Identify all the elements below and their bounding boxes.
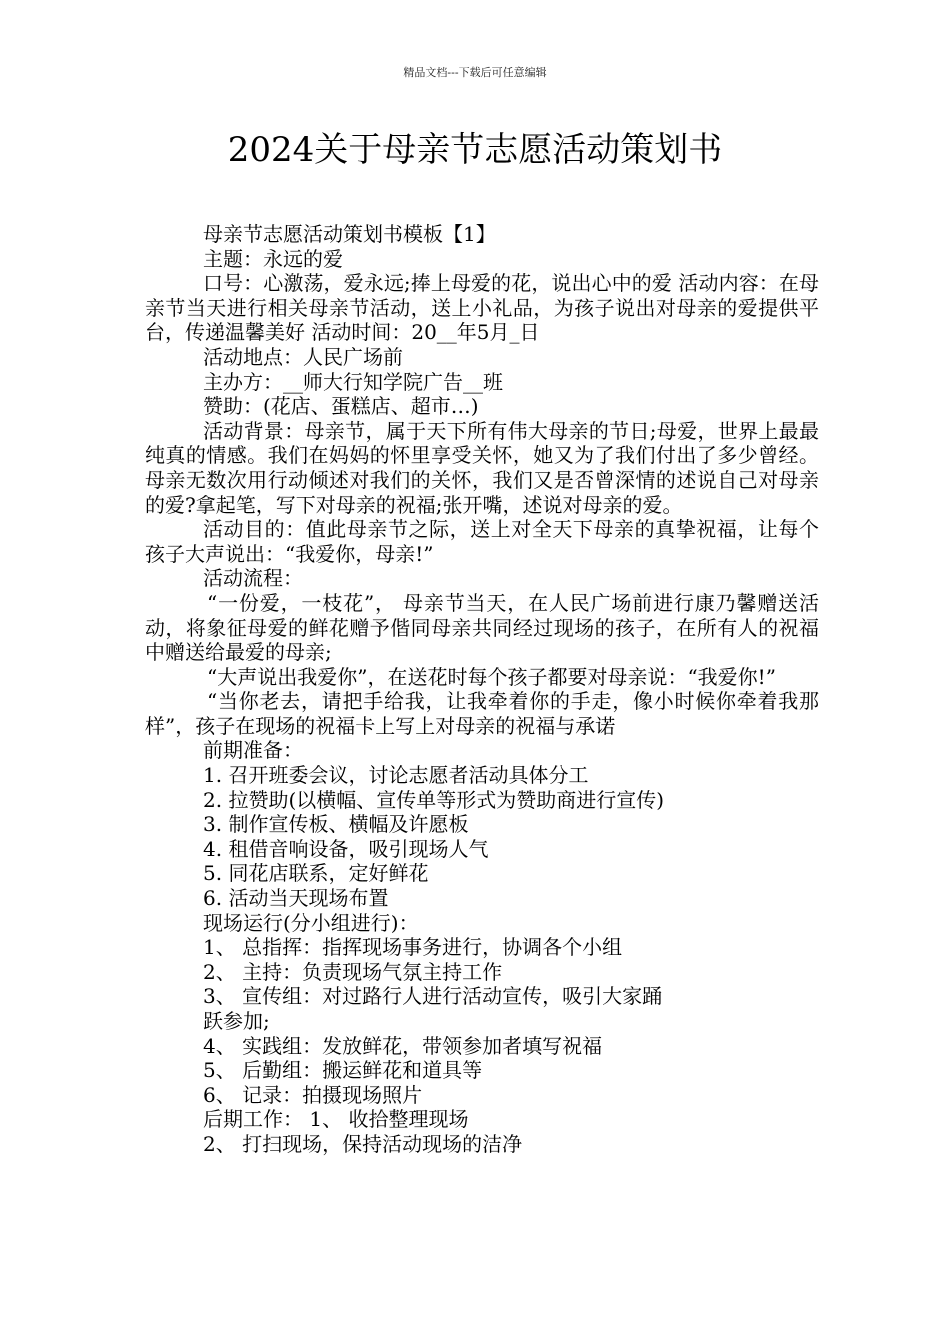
list-item: 3. 制作宣传板、横幅及许愿板 [203, 812, 469, 837]
paragraph: 前期准备： [203, 738, 303, 763]
list-item: 5. 同花店联系，定好鲜花 [203, 861, 429, 886]
paragraph: 后期工作： 1、 收拾整理现场 [203, 1107, 469, 1132]
list-item: 6、 记录：拍摄现场照片 [203, 1082, 423, 1107]
paragraph: 主办方：__师大行知学院广告__班 [203, 369, 503, 394]
list-item: 4. 租借音响设备，吸引现场人气 [203, 836, 489, 861]
paragraph: 赞助：(花店、蛋糕店、超市…) [203, 394, 479, 419]
header-note: 精品文档---下载后可任意编辑 [403, 66, 547, 79]
list-item: 6. 活动当天现场布置 [203, 886, 389, 911]
paragraph: 现场运行(分小组进行)： [203, 910, 419, 935]
paragraph: 口号：心激荡，爱永远;捧上母爱的花，说出心中的爱 活动内容：在母亲节当天进行相关母亲节活动，送上小礼品，为孩子说出对母亲的爱提供平台，传递温馨美好 活动时间：20__年5月_日 [145, 271, 819, 345]
list-item: 2. 拉赞助(以横幅、宣传单等形式为赞助商进行宣传) [203, 787, 665, 812]
list-item: 3、 宣传组：对过路行人进行活动宣传，吸引大家踊 [203, 984, 663, 1009]
paragraph: “一份爱，一枝花”， 母亲节当天，在人民广场前进行康乃馨赠送活动，将象征母爱的鲜花赠予偕同母亲共同经过现场的孩子，在所有人的祝福中赠送给最爱的母亲; [145, 590, 819, 665]
paragraph: 活动地点：人民广场前 [203, 344, 403, 369]
list-item-continuation: 跃参加; [203, 1009, 270, 1033]
paragraph: “大声说出我爱你”，在送花时每个孩子都要对母亲说：“我爱你!” [207, 664, 776, 689]
paragraph: 母亲节志愿活动策划书模板【1】 [203, 222, 496, 246]
paragraph: “当你老去，请把手给我，让我牵着你的手走，像小时候你牵着我那样”，孩子在现场的祝福卡上写上对母亲的祝福与承诺 [145, 689, 819, 738]
paragraph: 主题：永远的爱 [203, 246, 343, 271]
list-item: 1、 总指挥：指挥现场事务进行，协调各个小组 [203, 935, 623, 960]
document-title: 2024关于母亲节志愿活动策划书 [227, 130, 723, 170]
list-item: 2、 打扫现场，保持活动现场的洁净 [203, 1131, 523, 1156]
list-item: 4、 实践组：发放鲜花，带领参加者填写祝福 [203, 1033, 603, 1058]
list-item: 5、 后勤组：搬运鲜花和道具等 [203, 1058, 483, 1083]
paragraph: 活动目的：值此母亲节之际，送上对全天下母亲的真挚祝福，让每个孩子大声说出：“我爱你，母亲!” [145, 517, 819, 566]
document-body [145, 222, 819, 1157]
list-item: 2、 主持：负责现场气氛主持工作 [203, 959, 503, 984]
paragraph: 活动背景：母亲节，属于天下所有伟大母亲的节日;母爱，世界上最最纯真的情感。我们在妈妈的怀里享受关怀，她又为了我们付出了多少曾经。母亲无数次用行动倾述对我们的关怀，我们又是否曾深情的述说自己对母亲的爱?拿起笔，写下对母亲的祝福;张开嘴，述说对母亲的爱。 [145, 418, 819, 517]
list-item: 1. 召开班委会议，讨论志愿者活动具体分工 [203, 763, 589, 788]
paragraph: 活动流程： [203, 566, 303, 591]
